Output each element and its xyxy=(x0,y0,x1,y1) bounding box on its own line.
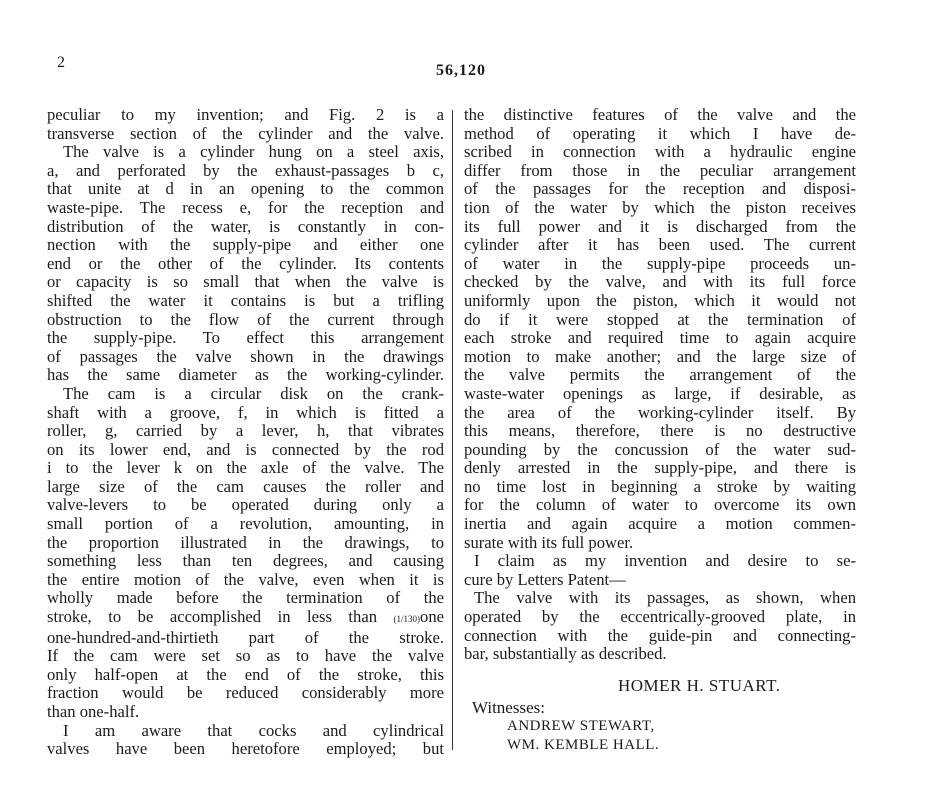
text-line: The cam is a circular disk on the crank- xyxy=(63,384,444,403)
text-line: surate with its full power. xyxy=(464,533,634,552)
text-line: I claim as my invention and desire to se- xyxy=(474,552,856,571)
text-line: method of operating it which I have de- xyxy=(464,124,856,143)
text-line: fraction would be reduced considerably more xyxy=(47,684,444,703)
text-line: do if it were stopped at the termination of xyxy=(464,310,856,329)
text-line: the supply-pipe. To effect this arrangement xyxy=(47,329,444,348)
text-line: bar, substantially as described. xyxy=(464,645,667,664)
text-line: one-hundred-and-thirtieth part of the stroke. xyxy=(47,628,444,647)
text-line: of passages the valve shown in the drawings xyxy=(47,347,444,366)
text-line: pounding by the concussion of the water sud- xyxy=(464,440,856,459)
page-number: 2 xyxy=(57,54,65,71)
text-line: a, and perforated by the exhaust-passages b c, xyxy=(47,161,444,180)
text-line: of water in the supply-pipe proceeds un- xyxy=(464,254,856,273)
text-line: has the same diameter as the working-cylinder. xyxy=(47,366,444,385)
text-line: differ from those in the peculiar arrangement xyxy=(464,161,856,180)
text-line: something less than ten degrees, and causing xyxy=(47,552,444,571)
text-line: only half-open at the end of the stroke, this xyxy=(47,665,444,684)
text-line: end or the other of the cylinder. Its contents xyxy=(47,254,444,273)
text-line: for the column of water to overcome its own xyxy=(464,496,856,515)
text-line: motion to make another; and the large size of xyxy=(464,347,856,366)
right-column xyxy=(464,106,856,664)
text-line: i to the lever k on the axle of the valve. The xyxy=(47,459,444,478)
text-line: waste-pipe. The recess e, for the reception and xyxy=(47,198,444,217)
text-line xyxy=(47,608,444,629)
text-line: on its lower end, and is connected by the rod xyxy=(47,440,444,459)
text-line: obstruction to the flow of the current through xyxy=(47,310,444,329)
text-line: than one-half. xyxy=(47,703,140,721)
text-line: distribution of the water, is constantly in con- xyxy=(47,217,444,236)
column-divider xyxy=(452,110,453,750)
text-line: cure by Letters Patent— xyxy=(464,570,626,589)
text-line: the entire motion of the valve, even when it is xyxy=(47,570,444,589)
text-line: scribed in connection with a hydraulic engine xyxy=(464,143,856,162)
text-line: large size of the cam causes the roller and xyxy=(47,477,444,496)
text-line: the area of the working-cylinder itself. By xyxy=(464,403,856,422)
text-line: each stroke and required time to again acquire xyxy=(464,329,856,348)
text-line: no time lost in beginning a stroke by waiting xyxy=(464,477,856,496)
text-line: that unite at d in an opening to the common xyxy=(47,180,444,199)
patent-number: 56,120 xyxy=(436,62,486,79)
left-column xyxy=(47,106,444,759)
text-line: wholly made before the termination of the xyxy=(47,589,444,608)
text-line: nection with the supply-pipe and either one xyxy=(47,236,444,255)
text-line: uniformly upon the piston, which it would not xyxy=(464,291,856,310)
text-line: the proportion illustrated in the drawings, to xyxy=(47,533,444,552)
text-line: shifted the water it contains is but a trifling xyxy=(47,291,444,310)
text-line: small portion of a revolution, amounting, in xyxy=(47,515,444,534)
text-line: of the passages for the reception and disposi- xyxy=(464,180,856,199)
text-line: shaft with a groove, f, in which is fitted a xyxy=(47,403,444,422)
text-line: cylinder after it has been used. The current xyxy=(464,236,856,255)
text-line: its full power and it is discharged from the xyxy=(464,217,856,236)
text-line: The valve is a cylinder hung on a steel axis, xyxy=(63,143,444,162)
inventor-signature: HOMER H. STUART. xyxy=(618,676,781,695)
text-line: The valve with its passages, as shown, when xyxy=(474,589,856,608)
text-line: If the cam were set so as to have the valve xyxy=(47,647,444,666)
text-line-segment: stroke, to be accomplished in less than xyxy=(47,608,377,627)
text-line: connection with the guide-pin and connecting- xyxy=(464,626,856,645)
text-line: operated by the eccentrically-grooved plate, in xyxy=(464,608,856,627)
witness-name: WM. KEMBLE HALL. xyxy=(507,737,660,753)
text-line: valve-levers to be operated during only a xyxy=(47,496,444,515)
text-line-segment: one xyxy=(420,608,444,627)
text-line: valves have been heretofore employed; but xyxy=(47,740,444,759)
witnesses-label: Witnesses: xyxy=(472,698,545,717)
text-line: or capacity is so small that when the valve is xyxy=(47,273,444,292)
witness-name: ANDREW STEWART, xyxy=(507,718,655,734)
text-line: transverse section of the cylinder and the valve. xyxy=(47,124,444,143)
text-line: checked by the valve, and with its full force xyxy=(464,273,856,292)
text-line: waste-water openings as large, if desirable, as xyxy=(464,384,856,403)
text-line: tion of the water by which the piston receives xyxy=(464,198,856,217)
text-line: the valve permits the arrangement of the xyxy=(464,366,856,385)
text-line: peculiar to my invention; and Fig. 2 is a xyxy=(47,106,444,124)
text-line: inertia and again acquire a motion commen- xyxy=(464,515,856,534)
text-line: I am aware that cocks and cylindrical xyxy=(63,721,444,740)
fraction: (1/130) xyxy=(393,614,421,625)
text-line: denly arrested in the supply-pipe, and there is xyxy=(464,459,856,478)
text-line: the distinctive features of the valve and the xyxy=(464,106,856,124)
text-line: roller, g, carried by a lever, h, that vibrates xyxy=(47,422,444,441)
text-line: this means, therefore, there is no destructive xyxy=(464,422,856,441)
